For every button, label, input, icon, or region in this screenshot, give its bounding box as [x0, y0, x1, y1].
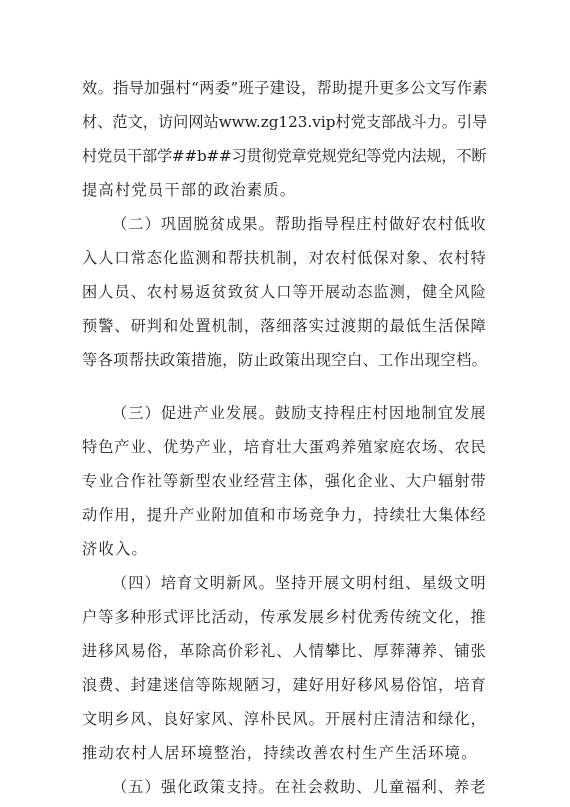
text-line: 效。指导加强村“两委”班子建设，帮助提升更多公文写作素 [82, 79, 489, 97]
text-line: 提高村党员干部的政治素质。 [82, 181, 297, 199]
text-line: 入人口常态化监测和帮扶机制，对农村低保对象、农村特 [82, 249, 487, 267]
section-heading-line: （五）强化政策支持。在社会救助、儿童福利、养老 [112, 778, 487, 796]
text-line: 文明乡风、良好家风、淳朴民风。开展村庄清洁和绿化， [82, 710, 487, 728]
text-line: 村党员干部学##b##习贯彻党章党规党纪等党内法规，不断 [82, 147, 487, 165]
section-heading-line: （四）培育文明新风。坚持开展文明村组、星级文明 [112, 574, 487, 592]
text-line: 特色产业、优势产业，培育壮大蛋鸡养殖家庭农场、农民 [82, 438, 487, 456]
text-line: 等各项帮扶政策措施，防止政策出现空白、工作出现空档。 [82, 351, 488, 369]
text-line: 专业合作社等新型农业经营主体，强化企业、大户辐射带 [82, 472, 487, 490]
text-line: 预警、研判和处置机制，落细落实过渡期的最低生活保障 [82, 317, 487, 335]
text-line: 动作用，提升产业附加值和市场竞争力，持续壮大集体经 [82, 506, 487, 524]
text-line: 济收入。 [82, 540, 148, 558]
text-line: 浪费、封建迷信等陈规陋习，建好用好移风易俗馆，培育 [82, 676, 487, 694]
section-heading-line: （三）促进产业发展。鼓励支持程庄村因地制宜发展 [112, 404, 487, 422]
section-heading-line: （二）巩固脱贫成果。帮助指导程庄村做好农村低收 [112, 215, 487, 233]
text-line: 户等多种形式评比活动，传承发展乡村优秀传统文化，推 [82, 608, 487, 626]
text-line: 推动农村人居环境整治，持续改善农村生产生活环境。 [82, 744, 478, 762]
text-line: 困人员、农村易返贫致贫人口等开展动态监测，健全风险 [82, 283, 487, 301]
text-line: 材、范文，访问网站www.zg123.vip村党支部战斗力。引导 [82, 113, 488, 131]
text-line: 进移风易俗，革除高价彩礼、人情攀比、厚葬薄养、铺张 [82, 642, 487, 660]
